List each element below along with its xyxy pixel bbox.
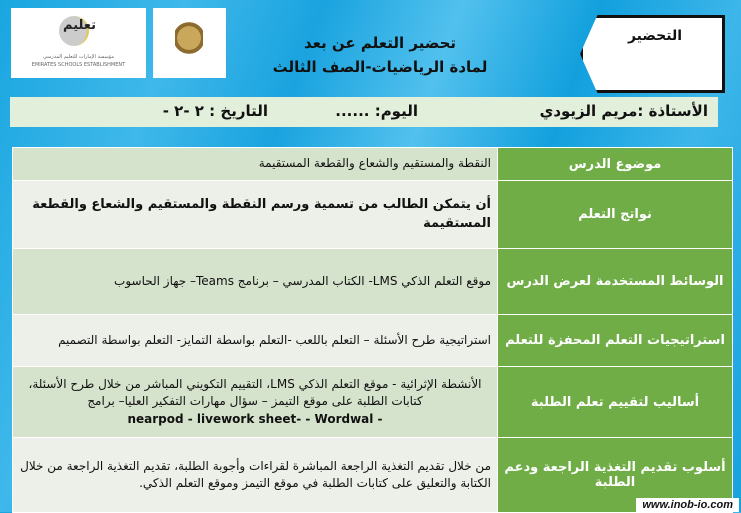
row-content: موقع التعلم الذكي LMS- الكتاب المدرسي – برنامج Teams– جهاز الحاسوب [13, 249, 498, 315]
table-row [13, 438, 733, 513]
badge-label: التحضير [627, 28, 683, 44]
logo-org-ar: مؤسسة الإمارات للتعليم المدرسي [42, 54, 115, 60]
row-content [13, 367, 498, 438]
table-row [13, 315, 733, 367]
row-label: الوسائط المستخدمة لعرض الدرس [498, 249, 733, 315]
badge-shape [580, 15, 725, 93]
title-line2: لمادة الرياضيات-الصف الثالث [272, 58, 488, 76]
info-bar [10, 97, 718, 127]
table-row [13, 181, 733, 249]
row-content: النقطة والمستقيم والشعاع والقطعة المستقيمة [13, 148, 498, 181]
logo-name: تعليم [63, 18, 97, 33]
table-row [13, 148, 733, 181]
row-content: استراتيجية طرح الأسئلة – التعلم باللعب -التعلم بواسطة التمايز- التعلم بواسطة التصميم [13, 315, 498, 367]
row-label: نواتج التعلم [498, 181, 733, 249]
day-field: اليوم: ...... [335, 102, 418, 120]
uae-emblem-logo [153, 8, 226, 78]
row-label: أساليب لتقييم تعلم الطلبة [498, 367, 733, 438]
table-row [13, 249, 733, 315]
teacher-name: الأستاذة :مريم الزيودي [539, 102, 708, 120]
falcon-emblem-icon [175, 20, 203, 60]
table-row [13, 367, 733, 438]
row-label: استراتيجيات التعلم المحفزة للتعلم [498, 315, 733, 367]
watermark: www.inob-io.com [636, 498, 739, 512]
logo-org-en: EMIRATES SCHOOLS ESTABLISHMENT [31, 62, 126, 68]
title-line1: تحضير التعلم عن بعد [303, 34, 457, 52]
row-label: أسلوب تقديم التغذية الراجعة ودعم الطلبة [498, 438, 733, 513]
row-content: من خلال تقديم التغذية الراجعة المباشرة لقراءات وأجوبة الطلبة، تقديم التغذية الراجعة من خلال الكتابة والتعليق على كتابات الطلبة في موقع التيمز وموقع التعلم الذكي. [13, 438, 498, 513]
date-field: التاريخ : ٢ -٢ - [162, 102, 268, 120]
emirates-schools-logo [11, 8, 146, 78]
lesson-plan-table [12, 147, 733, 513]
assessment-text: الأنشطة الإثرائية - موقع التعلم الذكي LMS، التقييم التكويني المباشر من خلال طرح الأسئلة، كتابات الطلبة على موقع التيمز – سؤال مهارات التفكير العليا– برامج [28, 376, 482, 409]
row-content: أن يتمكن الطالب من تسمية ورسم النقطة والمستقيم والشعاع والقطعة المستقيمة [13, 181, 498, 249]
row-label: موضوع الدرس [498, 148, 733, 181]
assessment-programs: nearpod - livework sheet- - Wordwal - [127, 411, 383, 426]
